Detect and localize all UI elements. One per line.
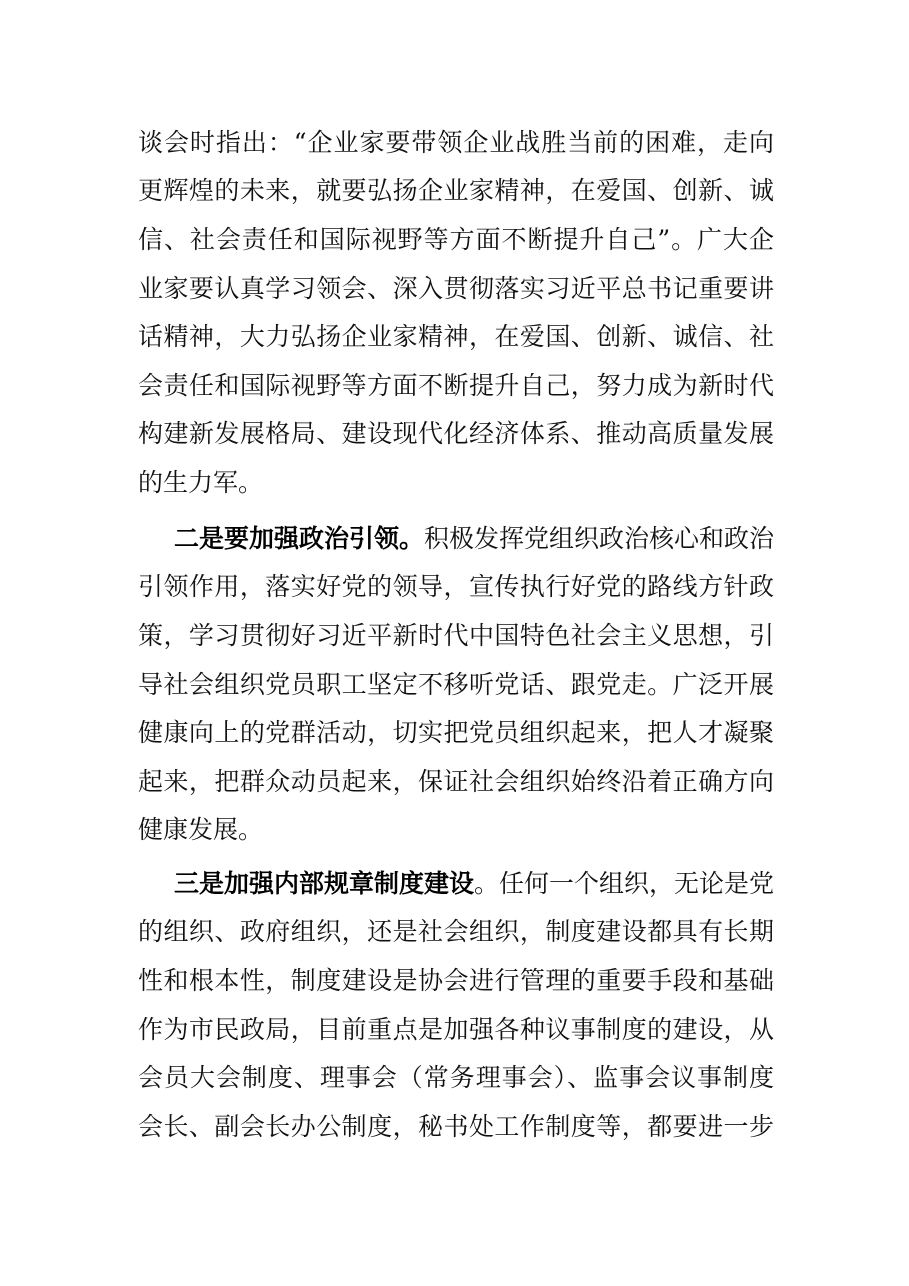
text-line: 更辉煌的未来，就要弘扬企业家精神，在爱国、创新、诚 [138, 176, 774, 205]
text-line: 会长、副会长办公制度，秘书处工作制度等，都要进一步 [138, 1112, 774, 1141]
text-run: 。任何一个组织，无论是党 [474, 869, 775, 898]
text-line: 话精神，大力弘扬企业家精神，在爱国、创新、诚信、社 [138, 322, 774, 351]
text-line: 业家要认真学习领会、深入贯彻落实习近平总书记重要讲 [138, 274, 774, 303]
text-line: 的组织、政府组织，还是社会组织，制度建设都具有长期 [138, 917, 774, 946]
text-line: 性和根本性，制度建设是协会进行管理的重要手段和基础 [138, 966, 774, 995]
text-line: 的生力军。 [138, 468, 264, 497]
text-run: 积极发挥党组织政治核心和政治 [424, 524, 775, 553]
text-line: 会员大会制度、理事会（常务理事会）、监事会议事制度 [138, 1063, 774, 1092]
text-line: 构建新发展格局、建设现代化经济体系、推动高质量发展 [138, 419, 774, 448]
text-line: 健康向上的党群活动，切实把党员组织起来，把人才凝聚 [138, 718, 774, 747]
text-line: 策，学习贯彻好习近平新时代中国特色社会主义思想，引 [138, 621, 774, 650]
text-line: 健康发展。 [138, 815, 264, 844]
text-line: 起来，把群众动员起来，保证社会组织始终沿着正确方向 [138, 767, 774, 796]
text-line: 作为市民政局，目前重点是加强各种议事制度的建设，从 [138, 1015, 774, 1044]
text-line: 信、社会责任和国际视野等方面不断提升自己”。广大企 [138, 225, 774, 254]
paragraph-heading: 三是加强内部规章制度建设 [174, 869, 475, 898]
text-line: 导社会组织党员职工坚定不移听党话、跟党走。广泛开展 [138, 670, 774, 699]
text-line-first [174, 867, 774, 901]
paragraph-heading: 二是要加强政治引领。 [174, 524, 425, 553]
text-line: 引领作用，落实好党的领导，宣传执行好党的路线方针政 [138, 572, 774, 601]
text-line: 会责任和国际视野等方面不断提升自己，努力成为新时代 [138, 371, 774, 400]
text-line: 谈会时指出：“企业家要带领企业战胜当前的困难，走向 [138, 128, 774, 157]
text-line-first [174, 522, 774, 556]
